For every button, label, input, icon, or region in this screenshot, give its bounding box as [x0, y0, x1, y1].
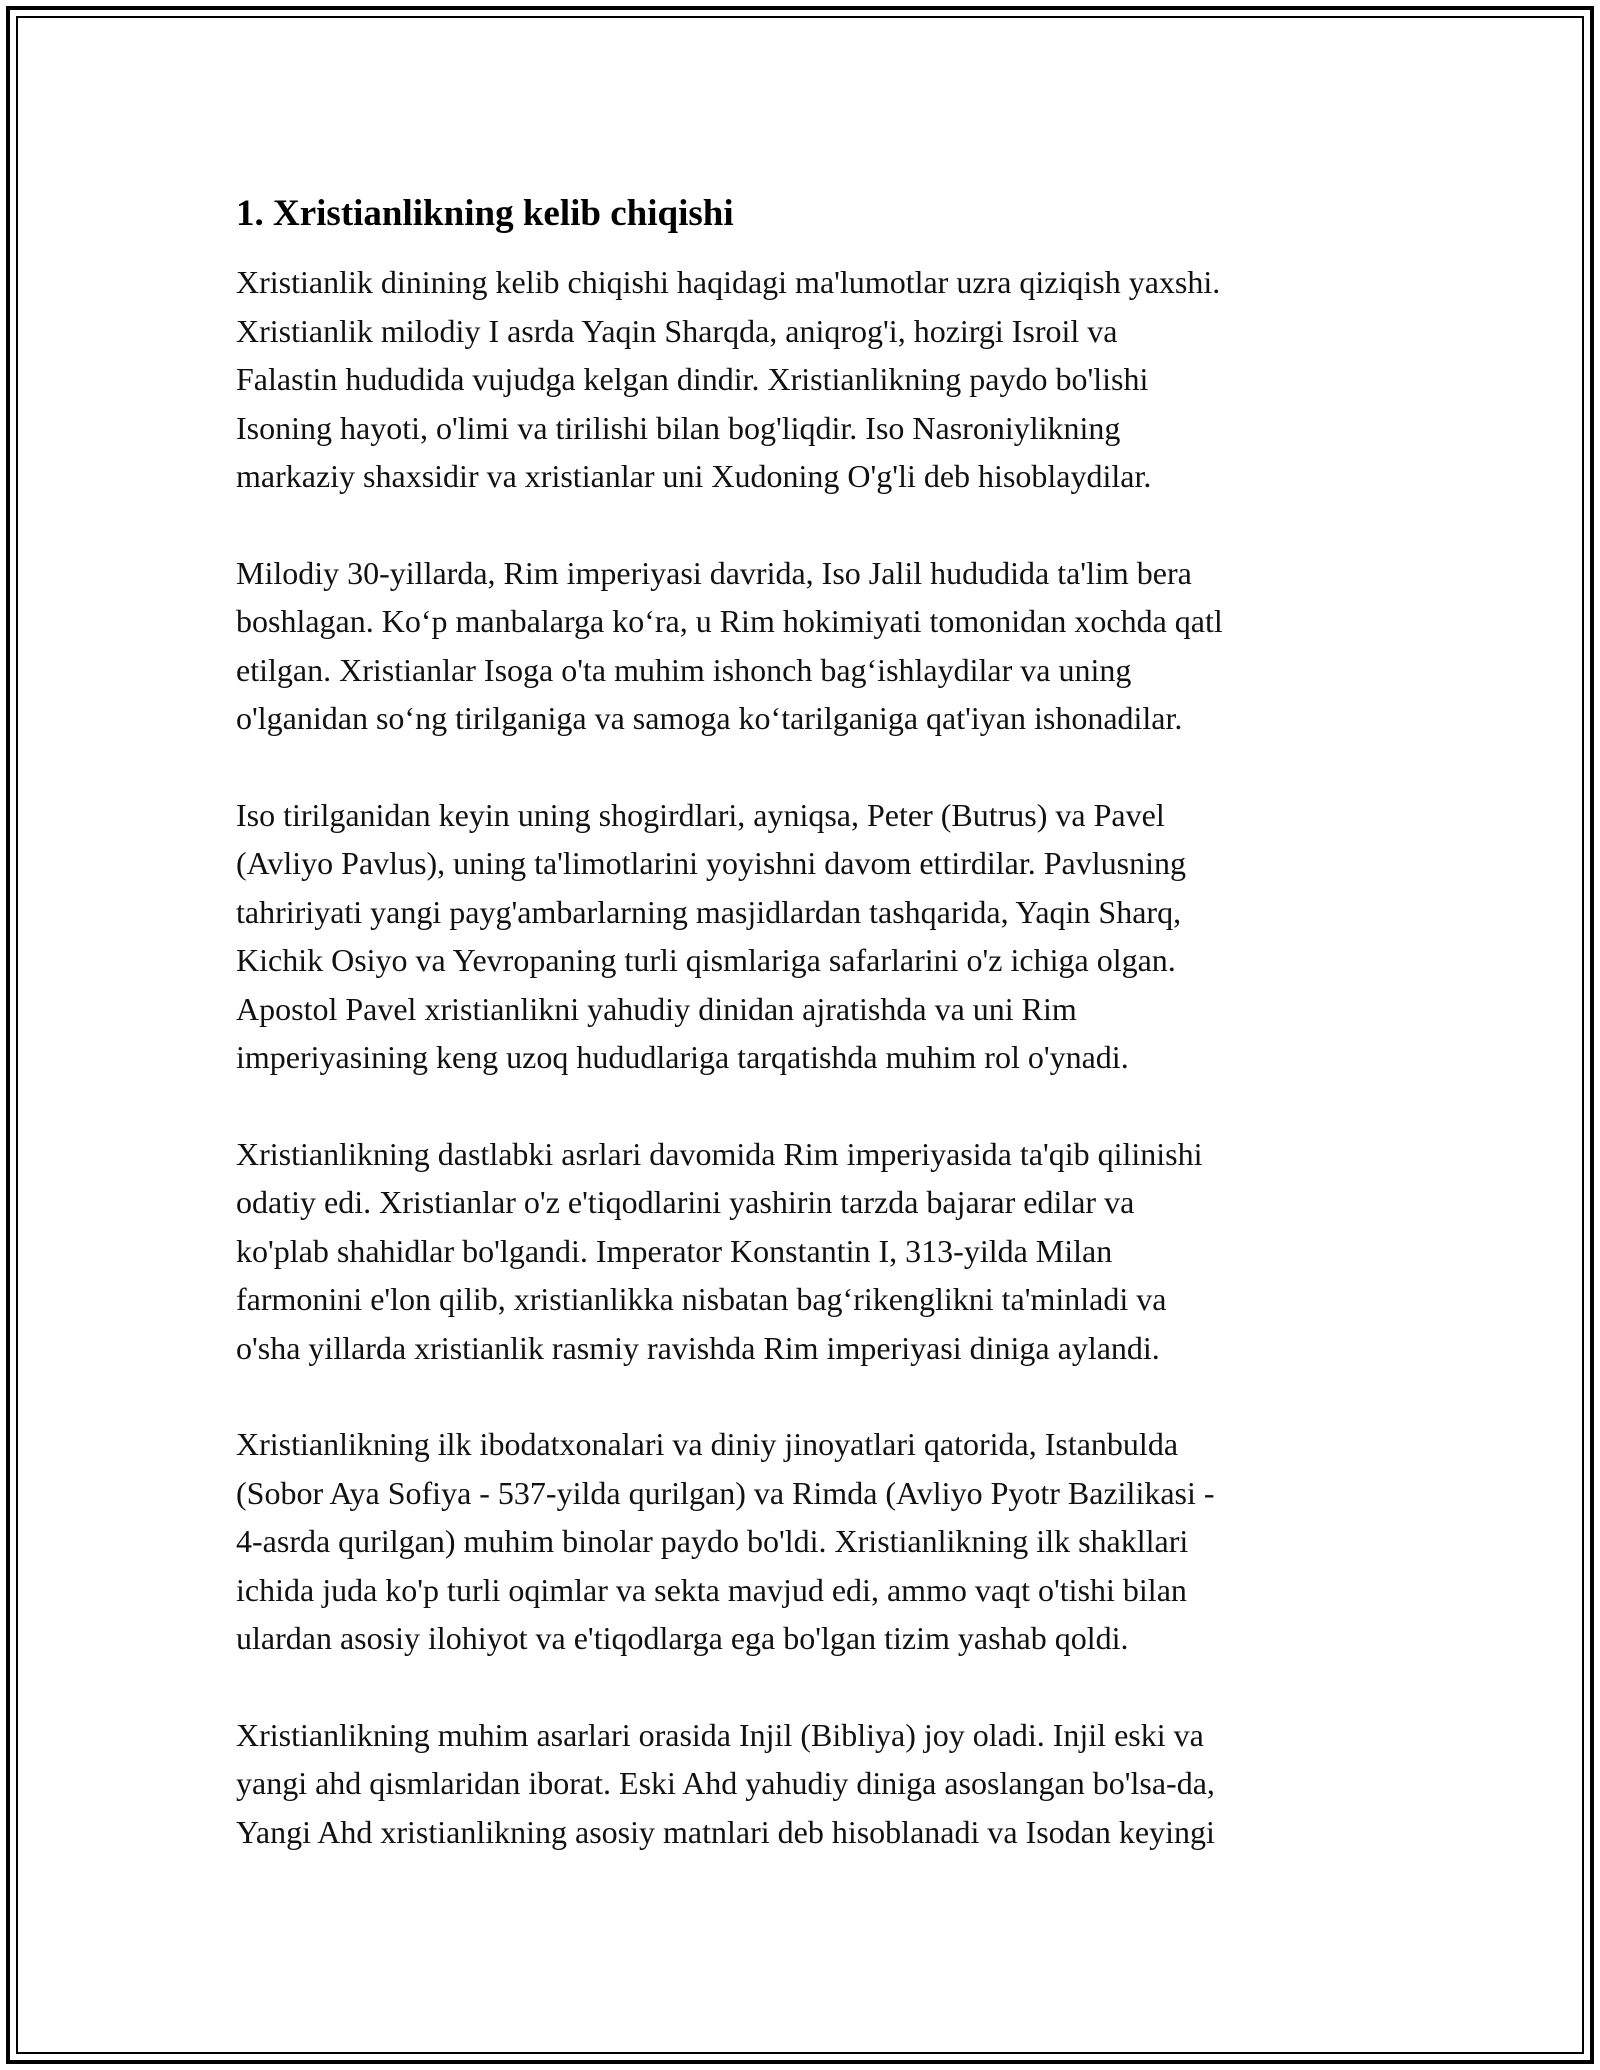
paragraph-5	[236, 1420, 1396, 1663]
text-line: 4-asrda qurilgan) muhim binolar paydo bo'ldi. Xristianlikning ilk shakllari	[236, 1523, 1189, 1559]
text-line: Apostol Pavel xristianlikni yahudiy dinidan ajratishda va uni Rim	[236, 990, 1077, 1027]
text-line: farmonini e'lon qilib, xristianlikka nisbatan bag‘rikenglikni ta'minladi va	[236, 1281, 1167, 1317]
paragraph-1	[236, 258, 1396, 501]
text-line: Iso tirilganidan keyin uning shogirdlari, ayniqsa, Peter (Butrus) va Pavel	[236, 796, 1165, 833]
text-line: ulardan asosiy ilohiyot va e'tiqodlarga ega bo'lgan tizim yashab qoldi.	[236, 1620, 1129, 1656]
text-line: etilgan. Xristianlar Isoga o'ta muhim ishonch bag‘ishlaydilar va uning	[236, 651, 1132, 688]
text-line: Xristianlikning dastlabki asrlari davomida Rim imperiyasida ta'qib qilinishi	[236, 1135, 1203, 1172]
paragraph-2	[236, 549, 1396, 743]
text-line: o'lganidan so‘ng tirilganiga va samoga ko‘tarilganiga qat'iyan ishonadilar.	[236, 700, 1183, 736]
document-title: 1. Xristianlikning kelib chiqishi	[236, 193, 734, 234]
paragraph-3	[236, 791, 1396, 1082]
text-line: Xristianlik milodiy I asrda Yaqin Sharqda, aniqrog'i, hozirgi Isroil va	[236, 312, 1118, 349]
text-line: boshlagan. Ko‘p manbalarga ko‘ra, u Rim hokimiyati tomonidan xochda qatl	[236, 603, 1223, 639]
text-line: (Avliyo Pavlus), uning ta'limotlarini yoyishni davom ettirdilar. Pavlusning	[236, 845, 1186, 881]
text-line: (Sobor Aya Sofiya - 537-yilda qurilgan) va Rimda (Avliyo Pyotr Bazilikasi -	[236, 1474, 1215, 1511]
text-line: Xristianlikning muhim asarlari orasida Injil (Bibliya) joy oladi. Injil eski va	[236, 1716, 1204, 1753]
text-line: Kichik Osiyo va Yevropaning turli qismlariga safarlarini o'z ichiga olgan.	[236, 942, 1176, 978]
document-body	[236, 188, 1396, 1904]
text-line: ichida juda ko'p turli oqimlar va sekta mavjud edi, ammo vaqt o'tishi bilan	[236, 1571, 1187, 1608]
text-line: markaziy shaxsidir va xristianlar uni Xudoning O'g'li deb hisoblaydilar.	[236, 458, 1152, 494]
paragraph-6	[236, 1711, 1396, 1857]
text-line: Falastin hududida vujudga kelgan dindir. Xristianlikning paydo bo'lishi	[236, 361, 1149, 397]
text-line: o'sha yillarda xristianlik rasmiy ravishda Rim imperiyasi diniga aylandi.	[236, 1329, 1160, 1366]
paragraph-4	[236, 1130, 1396, 1373]
text-line: ko'plab shahidlar bo'lgandi. Imperator Konstantin I, 313-yilda Milan	[236, 1232, 1113, 1269]
text-line: Xristianlik dinining kelib chiqishi haqidagi ma'lumotlar uzra qiziqish yaxshi.	[236, 264, 1221, 300]
text-line: Milodiy 30-yillarda, Rim imperiyasi davrida, Iso Jalil hududida ta'lim bera	[236, 554, 1192, 591]
text-line: Isoning hayoti, o'limi va tirilishi bilan bog'liqdir. Iso Nasroniylikning	[236, 409, 1121, 446]
text-line: Xristianlikning ilk ibodatxonalari va diniy jinoyatlari qatorida, Istanbulda	[236, 1426, 1179, 1462]
text-line: tahririyati yangi payg'ambarlarning masjidlardan tashqarida, Yaqin Sharq,	[236, 893, 1182, 930]
text-line: odatiy edi. Xristianlar o'z e'tiqodlarini yashirin tarzda bajarar edilar va	[236, 1184, 1135, 1220]
text-line: yangi ahd qismlaridan iborat. Eski Ahd yahudiy diniga asoslangan bo'lsa-da,	[236, 1765, 1215, 1801]
text-line: imperiyasining keng uzoq hududlariga tarqatishda muhim rol o'ynadi.	[236, 1039, 1129, 1075]
text-line: Yangi Ahd xristianlikning asosiy matnlari deb hisoblanadi va Isodan keyingi	[236, 1813, 1215, 1850]
